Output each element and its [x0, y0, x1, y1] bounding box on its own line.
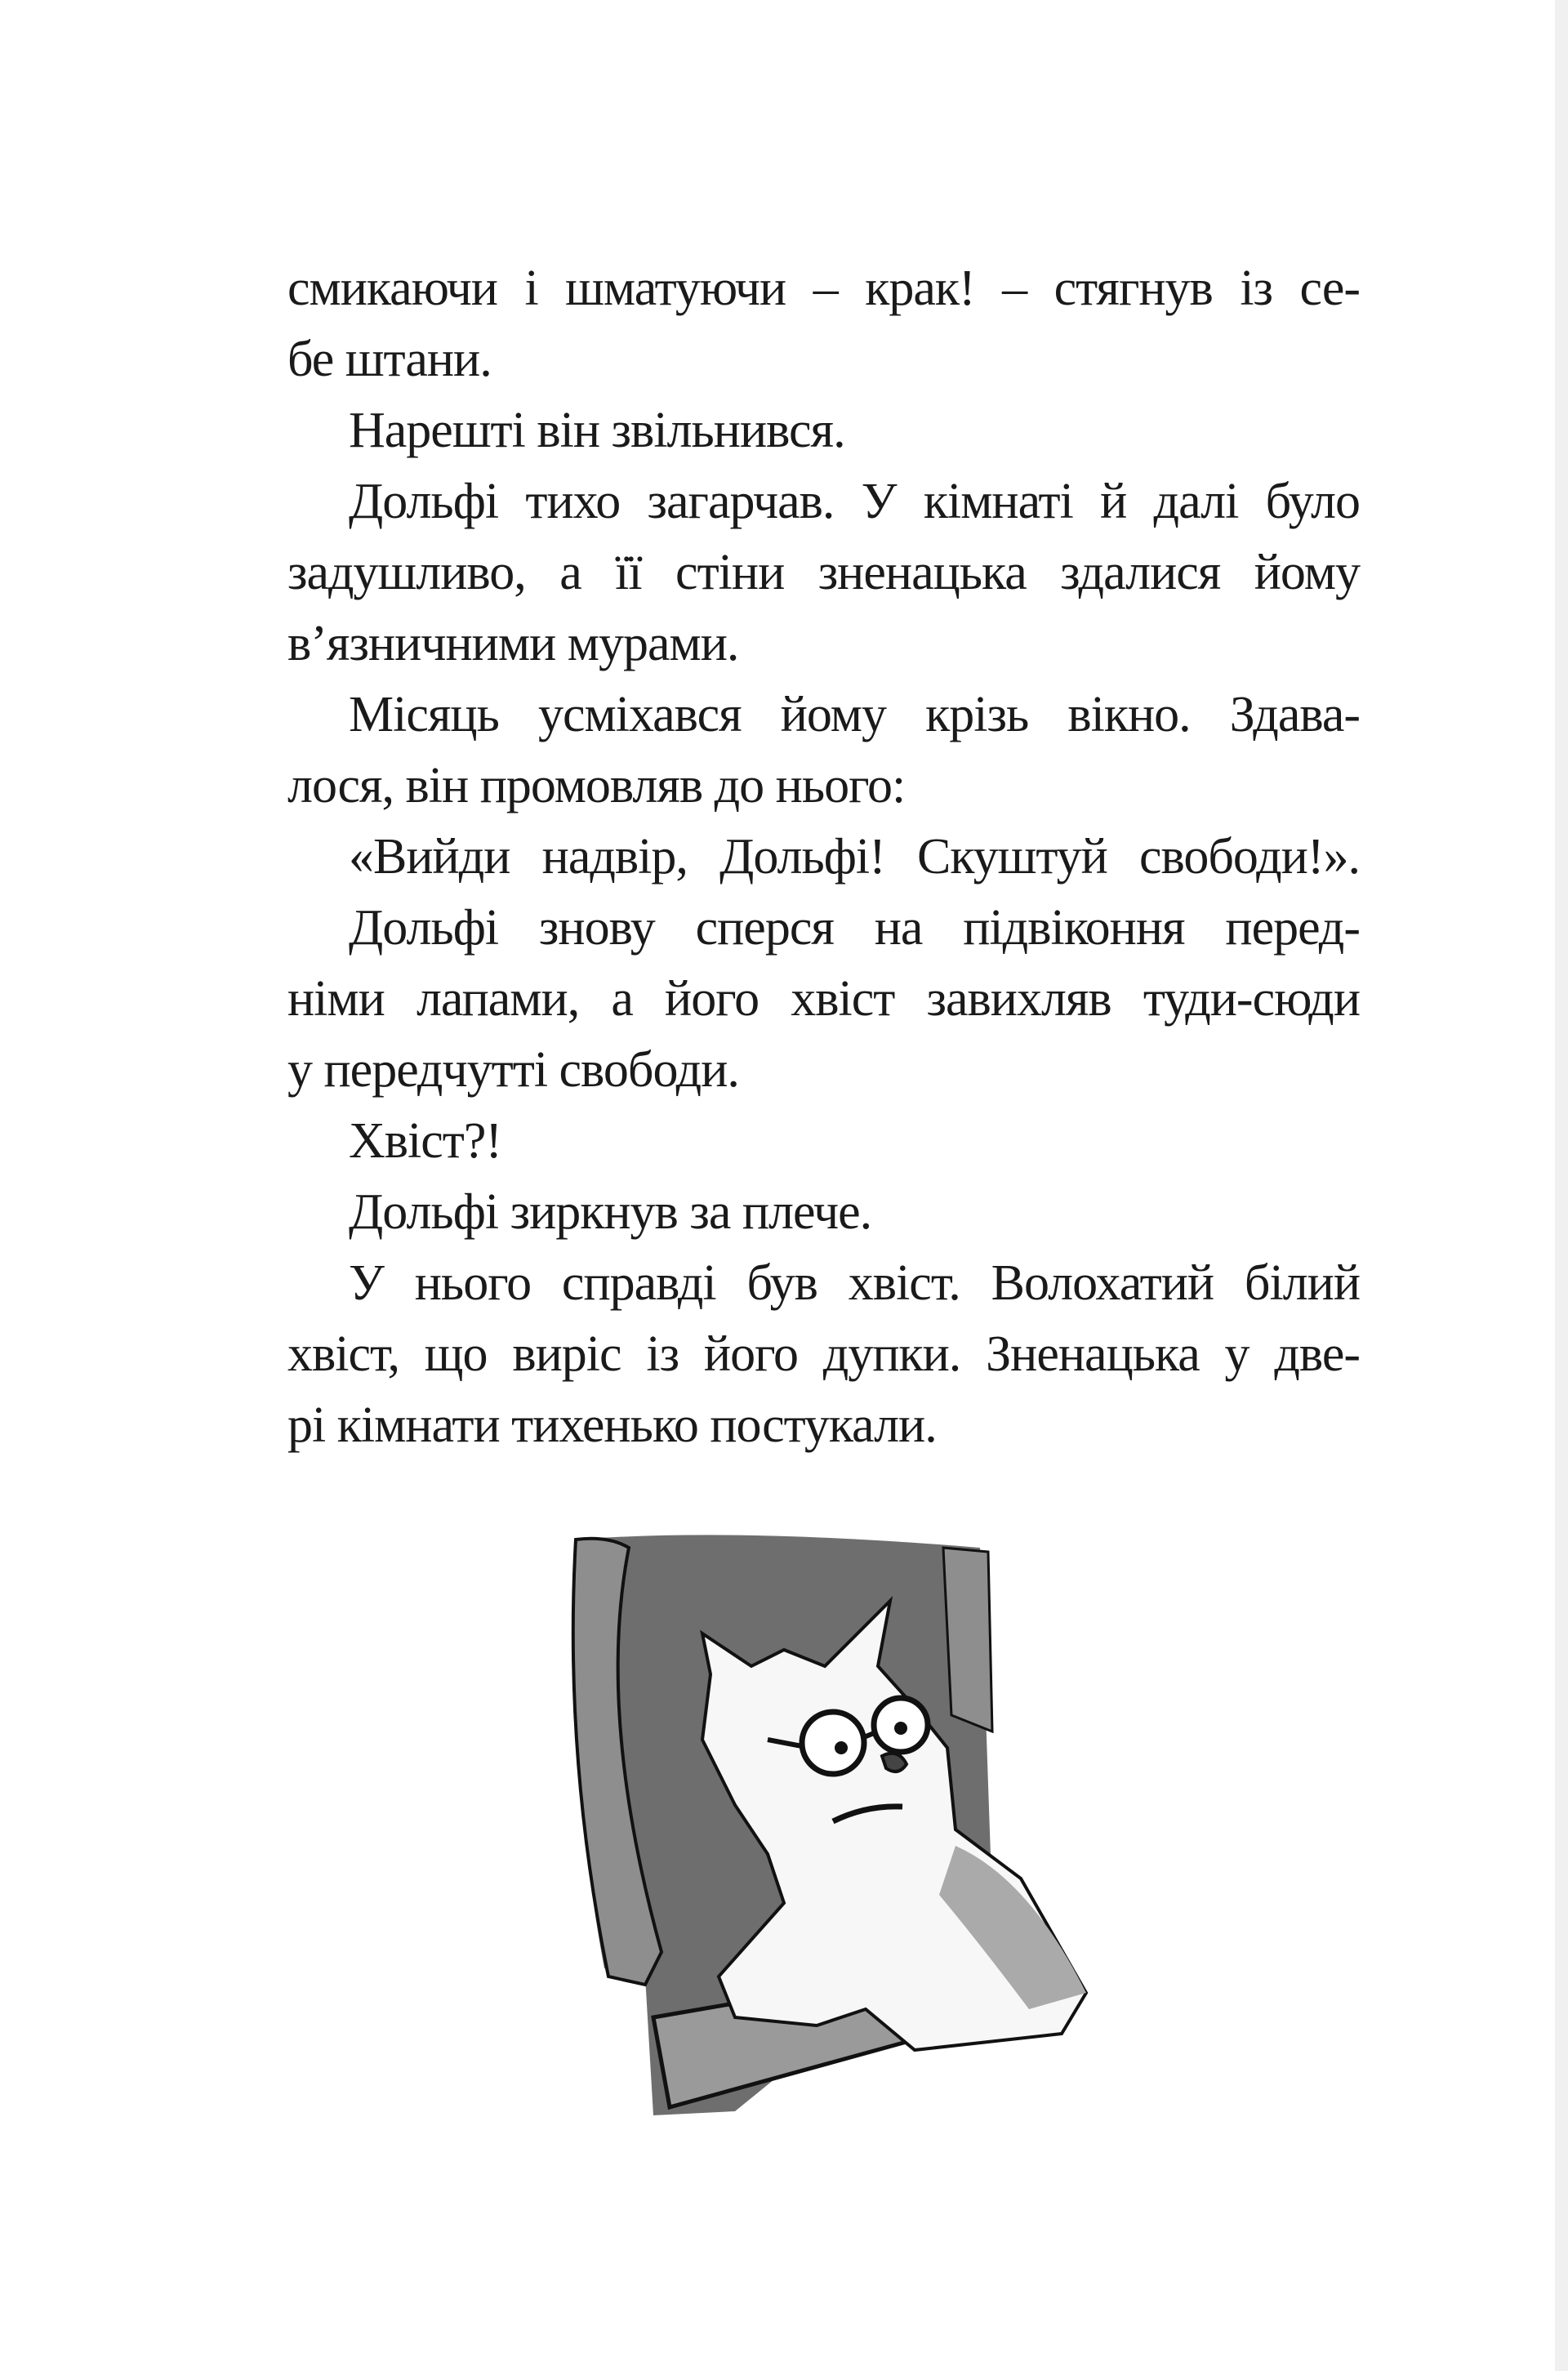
owl-eye-left — [835, 1741, 848, 1754]
body-text — [287, 253, 1360, 1461]
text-line: смикаючи і шматуючи – крак! – стягнув із се- — [287, 261, 1360, 316]
text-line: У нього справді був хвіст. Волохатий білий — [349, 1255, 1360, 1311]
owl-illustration — [555, 1519, 1111, 2238]
text-line: Дольфі знову сперся на підвіконня перед- — [349, 900, 1360, 956]
text-line: бе штани. — [287, 332, 492, 387]
text-line: Нарешті він звільнився. — [349, 403, 845, 458]
text-line: задушливо, а її стіни зненацька здалися йому — [287, 545, 1360, 600]
text-line: Дольфі зиркнув за плече. — [349, 1184, 872, 1240]
text-line: в’язничними мурами. — [287, 616, 739, 671]
text-line: лося, він промовляв до нього: — [287, 758, 906, 813]
text-line: Хвіст?! — [349, 1113, 502, 1169]
text-line: у передчутті свободи. — [287, 1042, 739, 1098]
text-line: німи лапами, а його хвіст завихляв туди-сюди — [287, 971, 1360, 1027]
glasses-left-icon — [802, 1712, 864, 1774]
text-line: Дольфі тихо загарчав. У кімнаті й далі було — [349, 474, 1360, 529]
page-edge — [1555, 0, 1568, 2371]
right-curtain — [943, 1548, 992, 1731]
owl-eye-right — [894, 1722, 907, 1735]
text-line: рі кімнати тихенько постукали. — [287, 1397, 937, 1453]
text-line: хвіст, що виріс із його дупки. Зненацька у две- — [287, 1326, 1360, 1382]
text-line: Місяць усміхався йому крізь вікно. Здава- — [349, 687, 1360, 742]
text-line: «Вийди надвір, Дольфі! Скуштуй свободи!». — [349, 829, 1360, 885]
